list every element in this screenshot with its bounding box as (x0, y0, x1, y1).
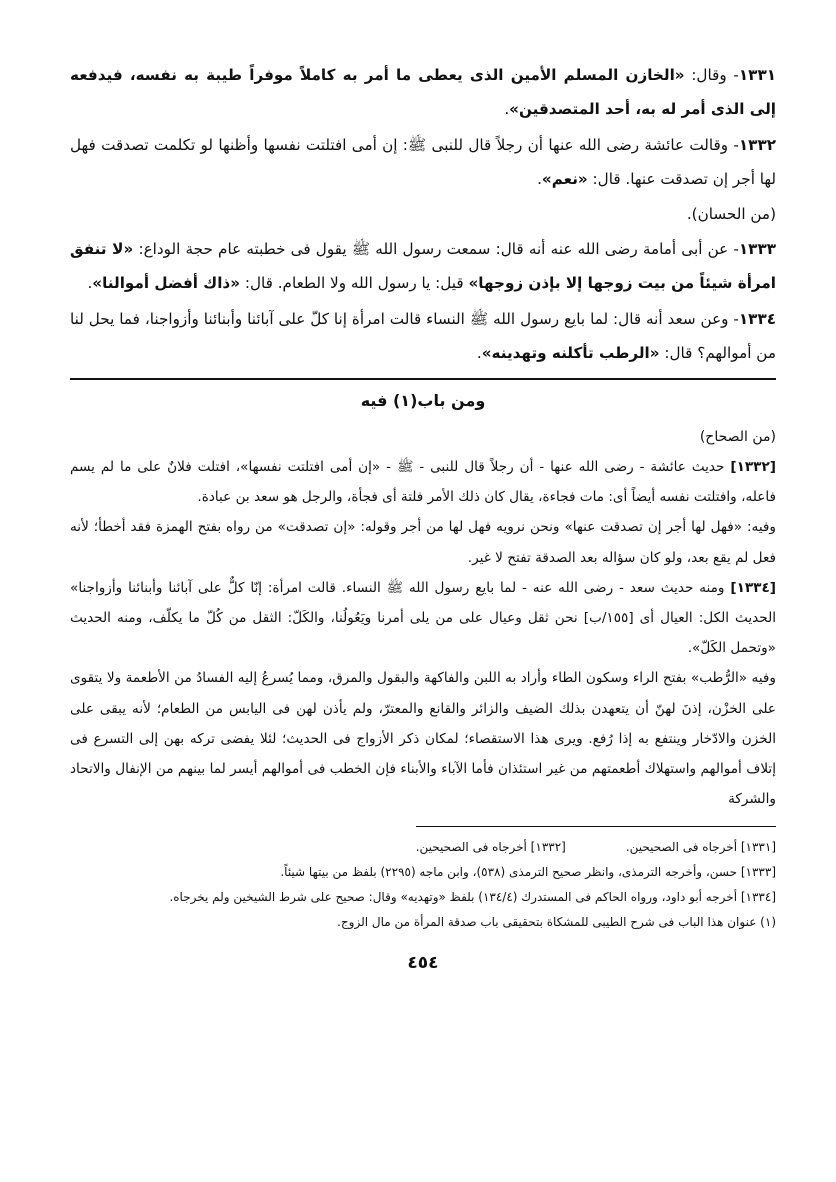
commentary-text: ومنه حديث سعد - رضى الله عنه - لما بايع رسول الله ﷺ النساء. قالت امرأة: إنّا كلٌّ على آبائنا وأبنائنا وأزواجنا» الحديث الكل: العيال أى [١٥٥/ب] نحن ثقل وعيال على من يلى أمرنا ويَعُولُنا، والكَلّ: الثقل من كُلّ ما يكلّف، ومنه الحديث «وتحمل الكَلّ». (70, 579, 776, 657)
footnote-divider (416, 826, 776, 827)
commentary-text: حديث عائشة - رضى الله عنها - أن رجلاً قال للنبى - ﷺ - «إن أمى افتلتت نفسها»، افتلت فلانٌ على ما لم يسم فاعله، وافتلتت نفسه أيضاً أى: مات فجاءة، يقال كان ذلك الأمر فلتة أى فجأة، والرجل هو سعد بن عبادة. (70, 459, 776, 506)
hadith-text: - وقالت عائشة رضى الله عنها أن رجلاً قال للنبى ﷺ: إن أمى افتلتت نفسها وأظنها لو تكلمت تصدقت فهل لها أجر إن تصدقت عنها. قال: (70, 136, 776, 188)
hadith-text: قيل: يا رسول الله ولا الطعام. قال: (240, 274, 469, 292)
page-number: ٤٥٤ (407, 953, 439, 974)
hadith-text: - وعن سعد أنه قال: لما بايع رسول الله ﷺ النساء قالت امرأة إنا كلّ على آبائنا وأبنائنا وأزواجنا، فما يحل لنا من أموالهم؟ قال: (70, 310, 776, 362)
hadith-quote: «الرطب تأكلنه وتهدينه» (481, 344, 660, 362)
footnote-1331: [١٣٣١] أخرجاه فى الصحيحين. (625, 840, 776, 855)
chapter-heading: ومن باب(١) فيه (360, 391, 486, 410)
footnote-1: (١) عنوان هذا الباب فى شرح الطيبى للمشكاة بتحقيقى باب صدقة المرأة من مال الزوج. (337, 915, 776, 930)
hadith-1331: ١٣٣١- وقال: «الخازن المسلم الأمين الذى يعطى ما أمر به كاملاً موفراً طيبة به نفسه، فيدفعه إلى الذى أمر له به، أحد المتصدقين». (70, 66, 776, 118)
footnote-1332: [١٣٣٢] أخرجاه فى الصحيحين. (415, 840, 566, 855)
hadith-1333: ١٣٣٣- عن أبى أمامة رضى الله عنه أنه قال: سمعت رسول الله ﷺ يقول فى خطبته عام حجة الوداع: «لا تنفق امرأة شيئاً من بيت زوجها إلا بإذن زوجها» قيل: يا رسول الله ولا الطعام. قال: «ذاك أفضل أموالنا». (70, 240, 776, 292)
footnote-1334: [١٣٣٤] أخرجه أبو داود، ورواه الحاكم فى المستدرك (١٣٤/٤) بلفظ «وتهديه» وقال: صحيح على شرط الشيخين ولم يخرجاه. (169, 890, 776, 905)
commentary-1332-cont (70, 512, 776, 572)
hadith-1332: ١٣٣٢- وقالت عائشة رضى الله عنها أن رجلاً قال للنبى ﷺ: إن أمى افتلتت نفسها وأظنها لو تكلمت تصدقت فهل لها أجر إن تصدقت عنها. قال: «نعم». (70, 136, 776, 188)
hadith-number: ١٣٣٤ (738, 310, 776, 328)
grade-label: (من الحسان). (686, 205, 776, 223)
commentary-1334 (70, 573, 776, 664)
hadith-quote: «الخازن المسلم الأمين الذى يعطى ما أمر به كاملاً موفراً طيبة به نفسه، فيدفعه إلى الذى أمر له به، أحد المتصدقين» (70, 66, 776, 118)
hadith-number: ١٣٣١ (738, 66, 776, 84)
commentary-1334-cont (70, 663, 776, 814)
hadith-text: - وقال: (684, 66, 739, 84)
commentary-number: [١٣٣٤] (730, 579, 776, 596)
footnotes (70, 835, 776, 935)
section-label: (من الصحاح) (699, 429, 776, 445)
hadith-text: - عن أبى أمامة رضى الله عنه أنه قال: سمعت رسول الله ﷺ يقول فى خطبته عام حجة الوداع: (133, 240, 739, 258)
hadith-1334: ١٣٣٤- وعن سعد أنه قال: لما بايع رسول الله ﷺ النساء قالت امرأة إنا كلّ على آبائنا وأبنائنا وأزواجنا، فما يحل لنا من أموالهم؟ قال: «الرطب تأكلنه وتهدينه». (70, 310, 776, 362)
hadith-number: ١٣٣٢ (738, 136, 776, 154)
section-divider (70, 378, 776, 380)
hadith-quote: «نعم» (541, 170, 588, 188)
hadith-quote: «ذاك أفضل أموالنا» (92, 274, 241, 292)
commentary-number: [١٣٣٢] (730, 459, 776, 475)
commentary-text: وفيه: «فهل لها أجر إن تصدقت عنها» ونحن نرويه فهل لها من أجر وقوله: «إن تصدقت» من رواه بفتح الهمزة فقد أخطأ؛ لأنه فعل لم يقع بعد، ولو كان سؤاله بعد الصدقة تفتح لا غير. (70, 519, 776, 566)
commentary-1332 (70, 452, 776, 512)
hadith-quote: «لا تنفق امرأة شيئاً من بيت زوجها إلا بإذن زوجها» (70, 240, 776, 292)
footnote-1333: [١٣٣٣] حسن، وأخرجه الترمذى، وانظر صحيح الترمذى (٥٣٨)، وابن ماجه (٢٢٩٥) بلفظ من بيتها شيئاً. (280, 865, 776, 880)
commentary-text: وفيه «الرُّطب» بفتح الراء وسكون الطاء وأراد به اللبن والفاكهة والبقول والمرق، ومما يُسرعُ إليه الفسادُ من الأطعمة ولا يتقوى على الخزْن، إذنَ لهنّ أن يتعهدن بذلك الضيف والزائر والقانع والمعترّ، ولم يأذن لهن فى اليابس من الطعام؛ لأنه يبقى على الخزن والادّخار وينتفع به إذا رُفع. ويرى هذا الاستقصاء؛ لمكان ذكر الأزواج فى الحديث؛ لئلا يفضى تركه بهن إلى التسرع فى إتلاف أموالهم واستهلاك أطعمتهم من غير استئذان فأما الآباء والأبناء فإن الخطب فى أموالهم أيسر لما بينهم من الإنفال والاتحاد والشركة (70, 670, 776, 808)
footnote-row (70, 835, 776, 860)
hadith-number: ١٣٣٣ (738, 240, 776, 258)
